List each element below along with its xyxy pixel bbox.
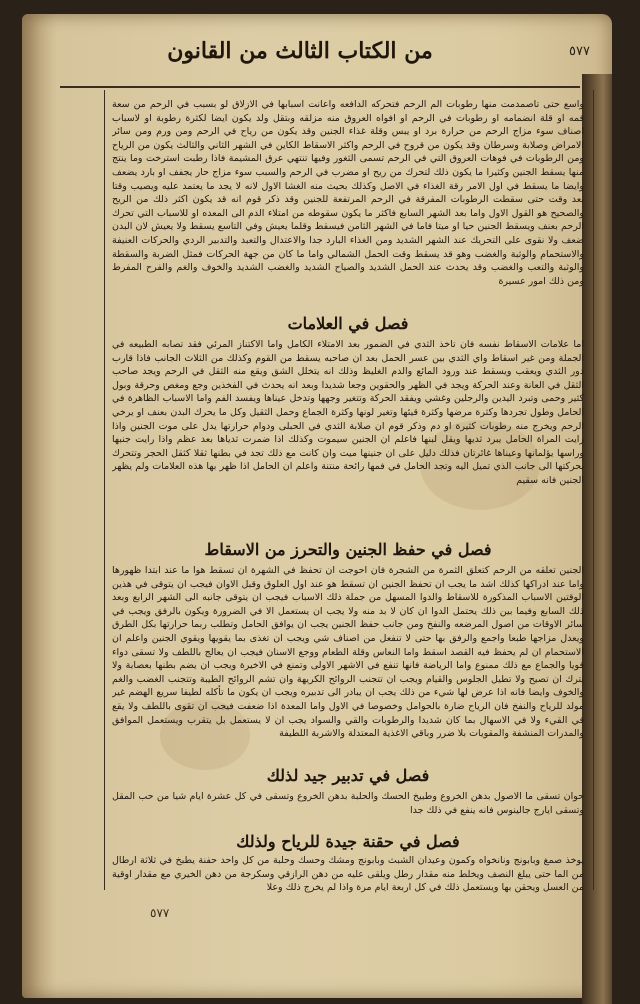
- body-paragraph: يوخذ صمغ وبابونج ونانخواه وكمون وعيدان الشبث وبابونج ومشك وحسك وحلبة من كل واحد حفنة يطبخ في ثلاثة ارطال من الما حتى يبلغ النصف ويخلط منه مقدار رطل ويلقى عليه من دهن الرازقي وسكرجة من دهن الخيري مع مقدار اوقية من العسل ويحقن بها ويستعمل ذلك في كل اربعة ايام مرة واذا لم يخرج ذلك وعلا: [112, 855, 584, 894]
- body-paragraph: حوان تسقى ما الاصول بدهن الخروع وطبيخ الحسك والحلبة بدهن الخروع وتسقى في كل عشرة ايام شيا من حب المقل وتسقى ايارج جالينوس فانه ينفع في ذلك جدا: [112, 791, 584, 816]
- body-paragraph: اما علامات الاسقاط نفسه فان تاخذ الثدي في الضمور بعد الامتلاء الكامل واما الاكتناز المرئي فقد تصابه الطبيعه في الجملة ومن غير اسقاط واي الثدي بين عسر الحمل بعد ان صاحبه يسقط من القوم وكذلك من الثلاث الجانب فاذا قارب دور الثدي ويعقب ويسقط عند ورود المائع والدم الغليظ وذلك انه يتخلل الشق ويقع منه الثقل في الرحم ويجد صاحب الثقل في العانة وعند الحركة ويجد في الظهر والحقوين وجعا شديدا وبعد انه يحدث في الفخذين وجع ومغص وحرقة وبول كثير وحمى وتبرد اليدين والرجلين وغشي ويفقد الحركة وتتغير وجهها وتدخل عيناها ويفسد الفم واما الاسباب الظاهرة في الحامل وطول تجردها وكثرة مرضها وكثرة قيئها وتغير لونها وكثرة الجماع وحمل الثقيل وكل ما يحرك البدن بعنف او يرخي الرحم ويخرج منه رطوبات كثيرة او دم وذكر قوم ان صلابة الثدي في الحبلى ودوام حرارتها يدل على موت الجنين واذا رايت المراة الحامل يبرد ثديها ويقل لبنها فاعلم ان الجنين سيموت وكذلك اذا ضمرت ثدياها بعد عظم واذا رايت جنبها وراسها يؤلمانها وعيناها غائرتان فذلك دليل على ان جنينها ميت وان كانت مع ذلك تجد في بطنها ثقلا كثقل الحجر وتتحرك بحركتها الى جانب الذي تميل اليه وتجد الحامل في فمها رائحة منتنة واعلم ان الحامل اذا ظهر بها هذه العلامات ولم يظهر الجنين فانه سقيم: [112, 339, 584, 486]
- body-paragraph: واسع حتى تاصمدمت منها رطوبات الم الرحم فتحركه الدافعه واعانت اسبابها في الازلاق لو بسبب في الرحم من سعة فمه او قلة انضمامه او رطوبات في الرحم او افواه العروق منه مزلقه وبتقل ولد يكون ايضا لكثرة رطوبة او لاسباب اصناف سوء مزاج الرحم من حرارة برد او يبس وقلة غذاء الجنين وقد يكون من رياح في الرحم ومن ورم ومن سائر الامراض وصلابة وسرطان وقد يكون من قروح في الرحم واكثر الاسقاط الكاين في الشهر الثاني والثالث يكون من الرياح ومن الرطوبات في فوهات العروق التي في الرحم تسمى الثغور وفيها تنتهي عرق المشيمة فاذا رطبت استرخت وما ينتج منها يسقط الجنين وكثيرا ما يكون ذلك لتحرك من ريح او مضرب في الرحم والسبب سوء مزاج حار يجفف او بارد يضعف وايضا ما يسقط في اول الامر رقة الغذاء في الاصل وكذلك بحيث منه الغشا الاول لانه لا يجد ما يعتمد عليه ويصيب وقتا بعد وقت حتى سقطت الرطوبات المفرقة في الرحم المرتفعة للجنين وقد ذكر قوم انه قد يكون اكثر ذلك من الريح والصحيح هو القول الاول واما بعد الشهر السابع فاكثر ما يكون سقوطه من امتلاء الدم الى المعده او للاسباب التي تحرك الرحم بعنف ويسقط الجنين حيا او ميتا فاما في الشهر الثامن فيسقط وقلما يعيش وفي التاسع يسقط ولا يعيش لان البدن ضعف ولا نقوى على التحريك عند الشهر الشديد ومن الغذاء البارد جدا والاعتدال والتعبد والتدبير الردي والحركات العنيفة والاستحمام والوثبة والغضب وهو قد يسقط وقت الحمل الشمالي واما ما كان من جهة الحركات فمثل الضربة والسقطة والوثبة والتعب والغضب وقد يحدث عند الحمل الشديد والصياح الشديد والغضب الشديد والخوف والغم والفرح المفرط ومن ذلك امور عسيرة: [112, 99, 584, 287]
- page-number: ٥٧٧: [569, 44, 590, 59]
- section-heading: فصل في تدبير جيد لذلك: [266, 766, 430, 785]
- section-heading: فصل في حقنة جيدة للرياح ولذلك: [236, 832, 460, 851]
- body-paragraph: الجنين تعلقه من الرحم كتعلق الثمرة من الشجرة فان احوجت ان تحفظ في الشهرة ان تسقط هوا ما عند ابتدا ظهورها واما عند ادراكها كذلك اشد ما يجب ان تحفظ الجنين ان تسقط هو عند اول العلوق وقبل الاوان فيجب ان يتوقى في هذين الوقتين الاسباب المذكورة للاسقاط والدوا المسهل من جملة ذلك الاسباب فيجب ان يتوقى جانبه الى الشهر الرابع وبعد ذلك السابع وفيما بين ذلك يحتمل الدوا ان كان لا بد منه ولا يجب ان يستعمل الا في الضرورة ويكون بالرفق ويجب في سائر الاوقات من اصول المرضعه والنفخ ومن جانب حفظ الجنين يجب ان يوافق الحامل وتطلب ربما حرارتها بكل الطرق ويعدل مزاجها طبعا واجمع والرفق بها حتى لا تنفعل من اصناف شي ويجب ان تغذى بما يقويها ويقوي الجنين واعلم ان الاستحمام ان لم يحفظ فيه القصد اسقط واما النعاس وقلة الطعام ووجع الاسنان فيجب ان يعالج باللطف ولا تسقى دواء قويا والجماع مع ذلك ممنوع واما الرياضة فانها تنفع في الاشهر الاولى وتمنع في الاخيرة ويجب ان يضم بطنها بعصابة ولا يترك ان تصيح ولا تطيل الجلوس والقيام ويجب ان تتجنب الروائح الكريهة وان تشم الروائح الطيبة وتتجنب الغضب والغم والخوف وايضا فانه اذا عرض لها شيء من ذلك يجب ان يبادر الى تدبيره ويجب ان يكون ما تأكله لطيفا سريع الهضم غير مولد للرياح والنفخ فان الرياح ضارة بالحوامل وخصوصا في الاول واما المعدة اذا ضعفت فيجب ان تقوى باللطف ولا يقع في القيء ولا في الاسهال بما كان شديدا والرطوبات والقي والسواد يجب ان لا يستعمل بل يتقرب ويستعمل الموافق والمدرات المنشفة والمقويات بلا ضرر وباقي الاغذية المعتدلة والاشربة اللطيفة: [112, 565, 584, 740]
- section-heading: فصل في حفظ الجنين والتحرز من الاسقاط: [204, 540, 492, 559]
- section-heading: فصل في العلامات: [287, 314, 409, 333]
- folio-number: ٥٧٧: [150, 906, 170, 920]
- running-title: من الكتاب الثالث من القانون: [167, 38, 433, 64]
- page-header: [50, 30, 590, 70]
- header-rule: [60, 86, 580, 88]
